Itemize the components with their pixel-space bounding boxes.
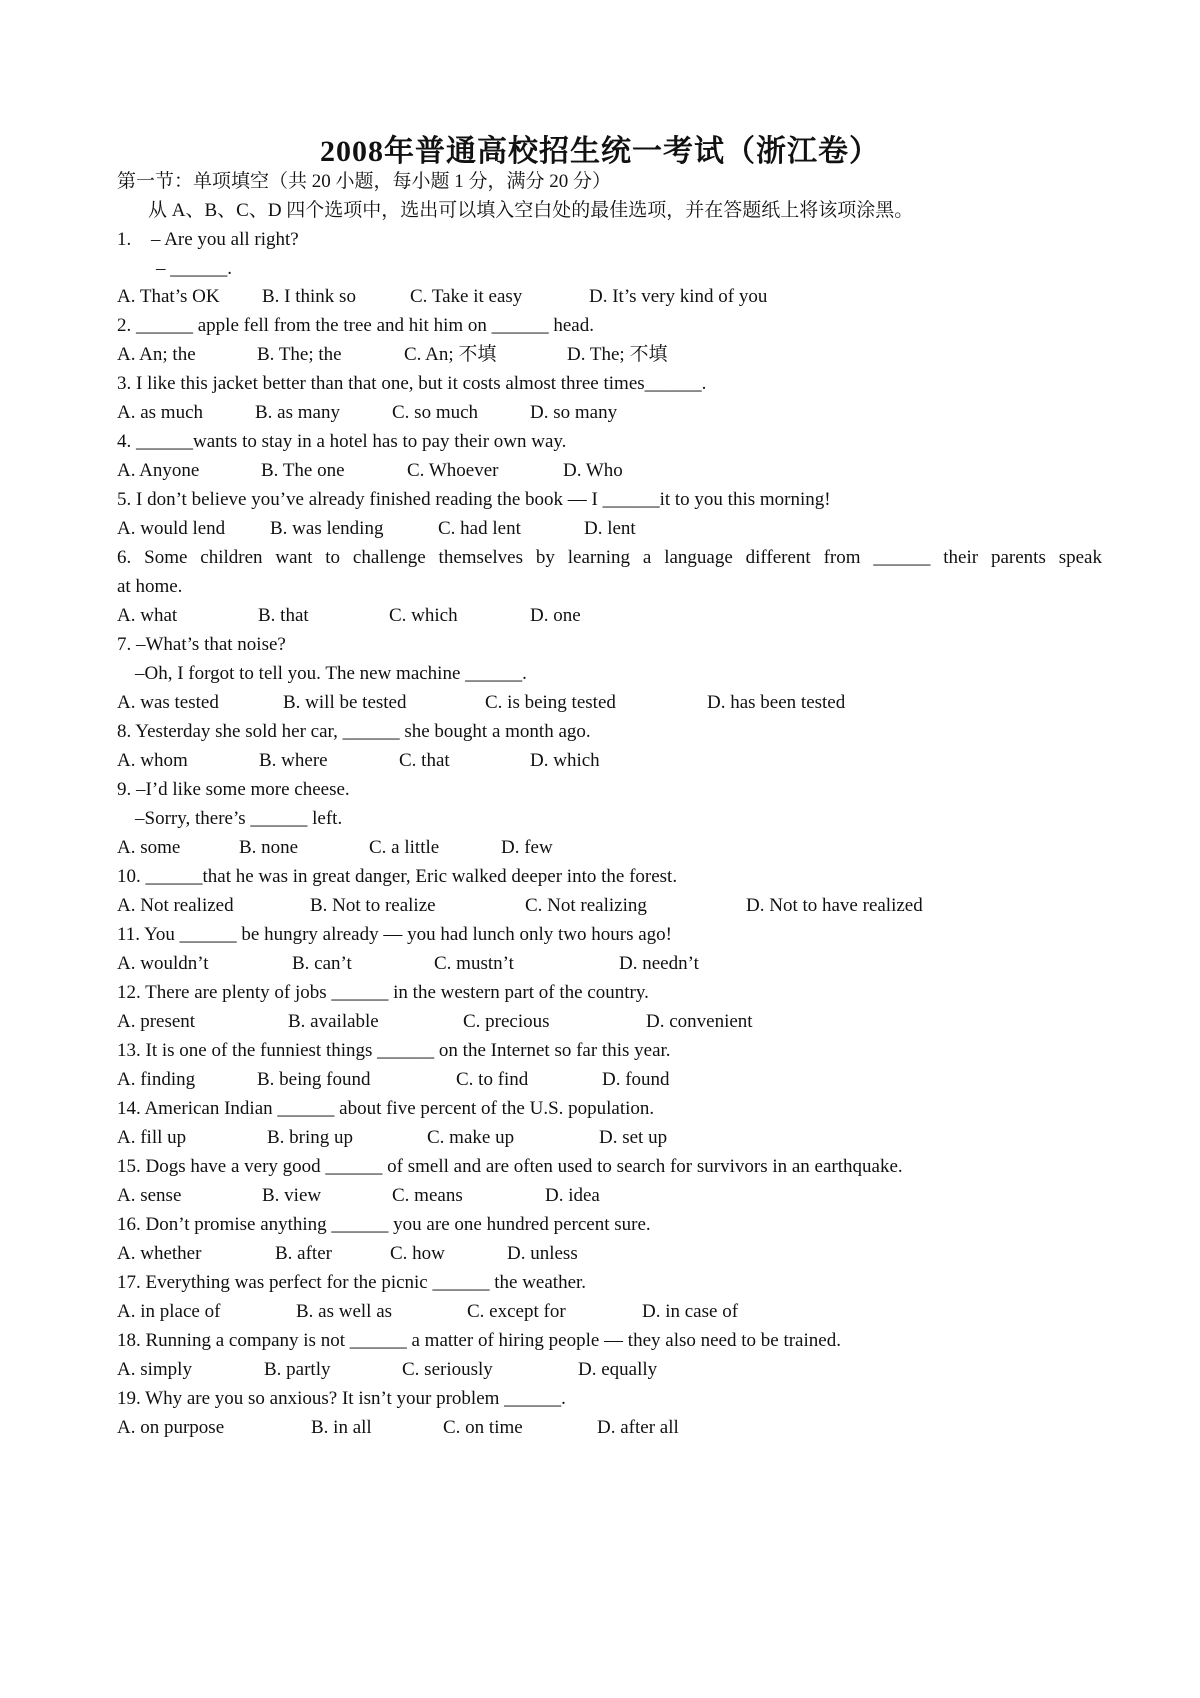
question-6-stem-line-1: 6. Some children want to challenge themselves by learning a language different from ______ their parents speak bbox=[117, 547, 1102, 568]
question-15-option-a: A. sense bbox=[117, 1185, 182, 1206]
question-5-stem: 5. I don’t believe you’ve already finished reading the book — I ______it to you this morning! bbox=[117, 489, 831, 510]
question-19-stem: 19. Why are you so anxious? It isn’t your problem ______. bbox=[117, 1388, 566, 1409]
question-2-option-b: B. The; the bbox=[257, 344, 342, 365]
question-16-option-d: D. unless bbox=[507, 1243, 578, 1264]
question-4-option-a: A. Anyone bbox=[117, 460, 200, 481]
question-5-option-c: C. had lent bbox=[438, 518, 521, 539]
question-8-option-a: A. whom bbox=[117, 750, 188, 771]
question-10-option-b: B. Not to realize bbox=[310, 895, 436, 916]
question-18-option-b: B. partly bbox=[264, 1359, 331, 1380]
question-8-option-c: C. that bbox=[399, 750, 450, 771]
question-2-option-d: D. The; 不填 bbox=[567, 344, 668, 365]
question-4-option-d: D. Who bbox=[563, 460, 623, 481]
question-14-option-a: A. fill up bbox=[117, 1127, 187, 1148]
question-3-option-d: D. so many bbox=[530, 402, 618, 423]
question-13-stem: 13. It is one of the funniest things ______ on the Internet so far this year. bbox=[117, 1040, 671, 1061]
question-12-option-b: B. available bbox=[288, 1011, 379, 1032]
question-5-option-a: A. would lend bbox=[117, 518, 226, 539]
question-4-option-c: C. Whoever bbox=[407, 460, 499, 481]
question-1-number: 1. bbox=[117, 229, 132, 250]
question-12-option-a: A. present bbox=[117, 1011, 196, 1032]
question-6-option-d: D. one bbox=[530, 605, 581, 626]
question-16-option-b: B. after bbox=[275, 1243, 332, 1264]
question-1-option-a: A. That’s OK bbox=[117, 286, 220, 307]
question-7-option-d: D. has been tested bbox=[707, 692, 846, 713]
question-10-option-d: D. Not to have realized bbox=[746, 895, 923, 916]
question-3-option-c: C. so much bbox=[392, 402, 479, 423]
question-7-option-c: C. is being tested bbox=[485, 692, 616, 713]
question-9-line-1: 9. –I’d like some more cheese. bbox=[117, 779, 350, 800]
question-18-option-c: C. seriously bbox=[402, 1359, 493, 1380]
question-11-stem: 11. You ______ be hungry already — you had lunch only two hours ago! bbox=[117, 924, 672, 945]
question-17-option-d: D. in case of bbox=[642, 1301, 739, 1322]
question-6-option-c: C. which bbox=[389, 605, 458, 626]
question-15-option-c: C. means bbox=[392, 1185, 463, 1206]
question-18-option-d: D. equally bbox=[578, 1359, 658, 1380]
question-8-option-d: D. which bbox=[530, 750, 600, 771]
question-2-stem: 2. ______ apple fell from the tree and hit him on ______ head. bbox=[117, 315, 594, 336]
question-11-option-c: C. mustn’t bbox=[434, 953, 514, 974]
question-3-option-b: B. as many bbox=[255, 402, 340, 423]
question-9-option-c: C. a little bbox=[369, 837, 440, 858]
question-18-option-a: A. simply bbox=[117, 1359, 192, 1380]
question-8-option-b: B. where bbox=[259, 750, 328, 771]
question-2-option-c: C. An; 不填 bbox=[404, 344, 497, 365]
question-7-line-2: –Oh, I forgot to tell you. The new machine ______. bbox=[135, 663, 527, 684]
question-3-option-a: A. as much bbox=[117, 402, 204, 423]
page-title: 2008年普通高校招生统一考试（浙江卷） bbox=[320, 135, 880, 168]
question-1-option-c: C. Take it easy bbox=[410, 286, 523, 307]
question-9-option-a: A. some bbox=[117, 837, 181, 858]
question-10-option-a: A. Not realized bbox=[117, 895, 234, 916]
question-13-option-c: C. to find bbox=[456, 1069, 529, 1090]
question-7-option-b: B. will be tested bbox=[283, 692, 407, 713]
question-12-option-d: D. convenient bbox=[646, 1011, 753, 1032]
question-6-option-b: B. that bbox=[258, 605, 309, 626]
section-instruction: 从 A、B、C、D 四个选项中，选出可以填入空白处的最佳选项，并在答题纸上将该项涂黑。 bbox=[148, 200, 914, 221]
question-17-option-b: B. as well as bbox=[296, 1301, 393, 1322]
section-heading: 第一节：单项填空（共 20 小题，每小题 1 分，满分 20 分） bbox=[117, 171, 612, 192]
question-15-option-b: B. view bbox=[262, 1185, 322, 1206]
question-9-line-2: –Sorry, there’s ______ left. bbox=[135, 808, 343, 829]
question-19-option-b: B. in all bbox=[311, 1417, 372, 1438]
question-10-stem: 10. ______that he was in great danger, Eric walked deeper into the forest. bbox=[117, 866, 678, 887]
question-16-option-c: C. how bbox=[390, 1243, 445, 1264]
question-1-option-d: D. It’s very kind of you bbox=[589, 286, 768, 307]
question-11-option-b: B. can’t bbox=[292, 953, 352, 974]
question-4-option-b: B. The one bbox=[261, 460, 345, 481]
question-5-option-d: D. lent bbox=[584, 518, 636, 539]
question-1-line-1: – Are you all right? bbox=[151, 229, 299, 250]
question-3-stem: 3. I like this jacket better than that one, but it costs almost three times______. bbox=[117, 373, 707, 394]
question-12-stem: 12. There are plenty of jobs ______ in the western part of the country. bbox=[117, 982, 649, 1003]
question-14-stem: 14. American Indian ______ about five percent of the U.S. population. bbox=[117, 1098, 655, 1119]
question-19-option-a: A. on purpose bbox=[117, 1417, 225, 1438]
question-14-option-c: C. make up bbox=[427, 1127, 515, 1148]
question-1-option-b: B. I think so bbox=[262, 286, 356, 307]
question-18-stem: 18. Running a company is not ______ a matter of hiring people — they also need to be trained. bbox=[117, 1330, 841, 1351]
question-4-stem: 4. ______wants to stay in a hotel has to pay their own way. bbox=[117, 431, 567, 452]
question-1-line-2: – ______. bbox=[156, 258, 232, 279]
question-7-line-1: 7. –What’s that noise? bbox=[117, 634, 286, 655]
question-15-option-d: D. idea bbox=[545, 1185, 600, 1206]
question-14-option-d: D. set up bbox=[599, 1127, 668, 1148]
question-13-option-b: B. being found bbox=[257, 1069, 371, 1090]
question-7-option-a: A. was tested bbox=[117, 692, 219, 713]
question-11-option-a: A. wouldn’t bbox=[117, 953, 209, 974]
question-15-stem: 15. Dogs have a very good ______ of smell and are often used to search for survivors in an earthquake. bbox=[117, 1156, 903, 1177]
question-12-option-c: C. precious bbox=[463, 1011, 550, 1032]
question-13-option-a: A. finding bbox=[117, 1069, 196, 1090]
question-2-option-a: A. An; the bbox=[117, 344, 196, 365]
question-11-option-d: D. needn’t bbox=[619, 953, 699, 974]
question-19-option-c: C. on time bbox=[443, 1417, 523, 1438]
question-9-option-b: B. none bbox=[239, 837, 299, 858]
question-8-stem: 8. Yesterday she sold her car, ______ she bought a month ago. bbox=[117, 721, 591, 742]
question-17-option-a: A. in place of bbox=[117, 1301, 221, 1322]
question-9-option-d: D. few bbox=[501, 837, 553, 858]
question-6-option-a: A. what bbox=[117, 605, 178, 626]
question-14-option-b: B. bring up bbox=[267, 1127, 354, 1148]
question-10-option-c: C. Not realizing bbox=[525, 895, 647, 916]
question-19-option-d: D. after all bbox=[597, 1417, 679, 1438]
question-13-option-d: D. found bbox=[602, 1069, 670, 1090]
question-6-stem-line-2: at home. bbox=[117, 576, 183, 597]
question-5-option-b: B. was lending bbox=[270, 518, 384, 539]
question-16-stem: 16. Don’t promise anything ______ you are one hundred percent sure. bbox=[117, 1214, 651, 1235]
question-17-option-c: C. except for bbox=[467, 1301, 566, 1322]
question-16-option-a: A. whether bbox=[117, 1243, 202, 1264]
question-17-stem: 17. Everything was perfect for the picnic ______ the weather. bbox=[117, 1272, 587, 1293]
